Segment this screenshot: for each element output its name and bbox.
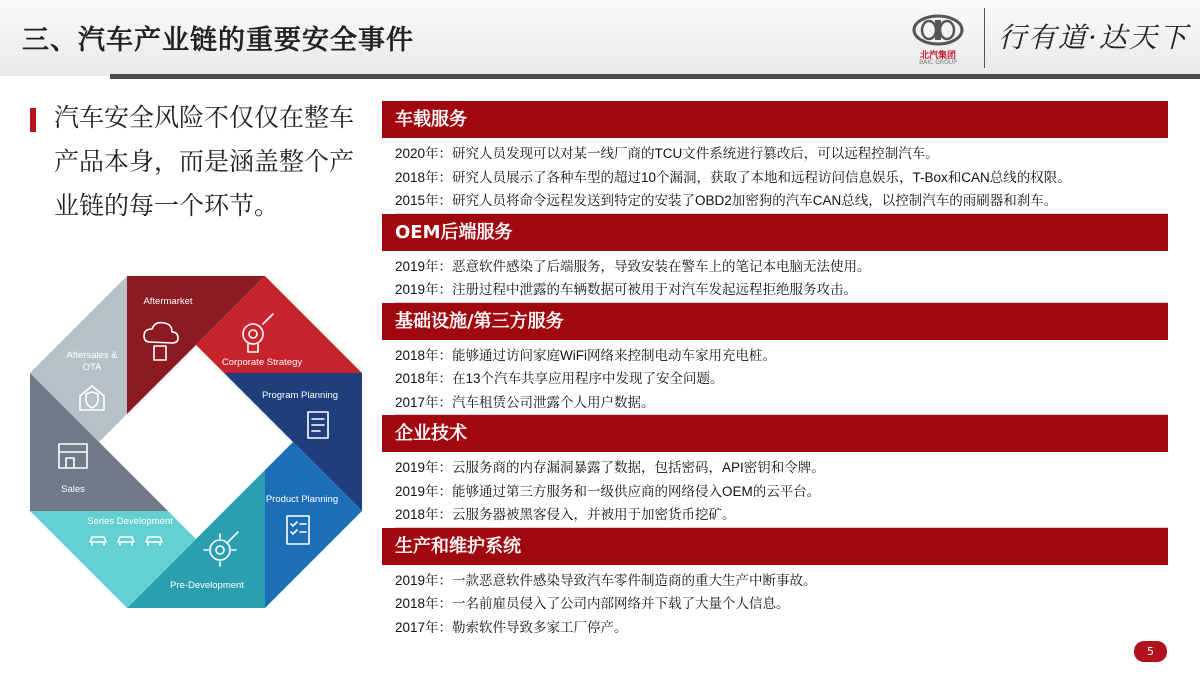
label-aftersales-ota-line2: OTA: [82, 362, 102, 373]
list-item: 2019年：能够通过第三方服务和一级供应商的网络侵入OEM的云平台。: [395, 483, 821, 499]
section-items: [382, 251, 1168, 303]
label-program-planning: Program Planning: [261, 390, 339, 401]
section-title: 基础设施/第三方服务: [382, 303, 1168, 340]
list-item: 2015年：研究人员将命令远程发送到特定的安装了OBD2加密狗的汽车CAN总线，以控制汽车的雨刷器和刹车。: [395, 189, 1168, 214]
incident-sections: [382, 101, 1168, 639]
list-item: 2018年：能够通过访问家庭WiFi网络来控制电动车家用充电桩。: [395, 347, 777, 363]
header-divider: [110, 74, 1200, 79]
section-vehicle-services: [382, 101, 1168, 214]
section-infrastructure: [382, 303, 1168, 416]
label-corporate-strategy: Corporate Strategy: [221, 357, 303, 368]
lead-statement: 汽车安全风险不仅仅在整车产品本身，而是涵盖整个产业链的每一个环节。: [54, 103, 355, 220]
brand-slogan: 行有道·达天下: [998, 21, 1189, 54]
list-item: 2019年：一款恶意软件感染导致汽车零件制造商的重大生产中断事故。: [395, 572, 817, 588]
list-item: 2019年：恶意软件感染了后端服务，导致安装在警车上的笔记本电脑无法使用。: [395, 258, 871, 274]
logo-english-name: BAIC GROUP: [919, 59, 957, 66]
section-title: 车载服务: [382, 101, 1168, 138]
list-item: 2018年：云服务器被黑客侵入，并被用于加密货币挖矿。: [395, 503, 1168, 528]
label-pre-development: Pre-Development: [170, 580, 244, 591]
list-item: 2018年：研究人员展示了各种车型的超过10个漏洞，获取了本地和远程访问信息娱乐，T-Box和CAN总线的权限。: [395, 169, 1071, 185]
industry-chain-ring: [30, 276, 362, 608]
list-item: 2019年：云服务商的内存漏洞暴露了数据，包括密码，API密钥和令牌。: [395, 460, 825, 475]
label-aftersales-ota-line1: Aftersales &: [66, 350, 118, 361]
label-series-development: Series Development: [87, 516, 173, 527]
label-sales: Sales: [61, 484, 85, 495]
label-aftermarket: Aftermarket: [143, 296, 193, 307]
lead-accent-bar: [30, 108, 36, 132]
section-enterprise-tech: [382, 415, 1168, 528]
list-item: 2018年：一名前雇员侵入了公司内部网络并下载了大量个人信息。: [395, 596, 790, 611]
section-items: [382, 565, 1168, 640]
logo-chinese-name: 北汽集团: [919, 51, 956, 61]
section-title: 生产和维护系统: [382, 528, 1168, 565]
page-number-badge: 5: [1134, 641, 1167, 662]
list-item: 2018年：在13个汽车共享应用程序中发现了安全问题。: [395, 371, 724, 386]
list-item: 2017年：汽车租赁公司泄露个人用户数据。: [395, 391, 1168, 416]
logo-divider: [984, 8, 985, 68]
section-title: OEM后端服务: [382, 214, 1168, 251]
list-item: 2017年：勒索软件导致多家工厂停产。: [395, 619, 628, 635]
label-product-planning: Product Planning: [265, 494, 339, 505]
section-items: [382, 138, 1168, 214]
list-item: 2019年：注册过程中泄露的车辆数据可被用于对汽车发起远程拒绝服务攻击。: [395, 278, 1168, 303]
slide-title: 三、汽车产业链的重要安全事件: [22, 25, 414, 56]
section-production-maintenance: [382, 528, 1168, 640]
section-oem-backend: [382, 214, 1168, 303]
section-title: 企业技术: [382, 415, 1168, 452]
section-items: [382, 452, 1168, 528]
list-item: 2020年：研究人员发现可以对某一线厂商的TCU文件系统进行篡改后，可以远程控制汽车。: [395, 146, 939, 161]
section-items: [382, 340, 1168, 416]
